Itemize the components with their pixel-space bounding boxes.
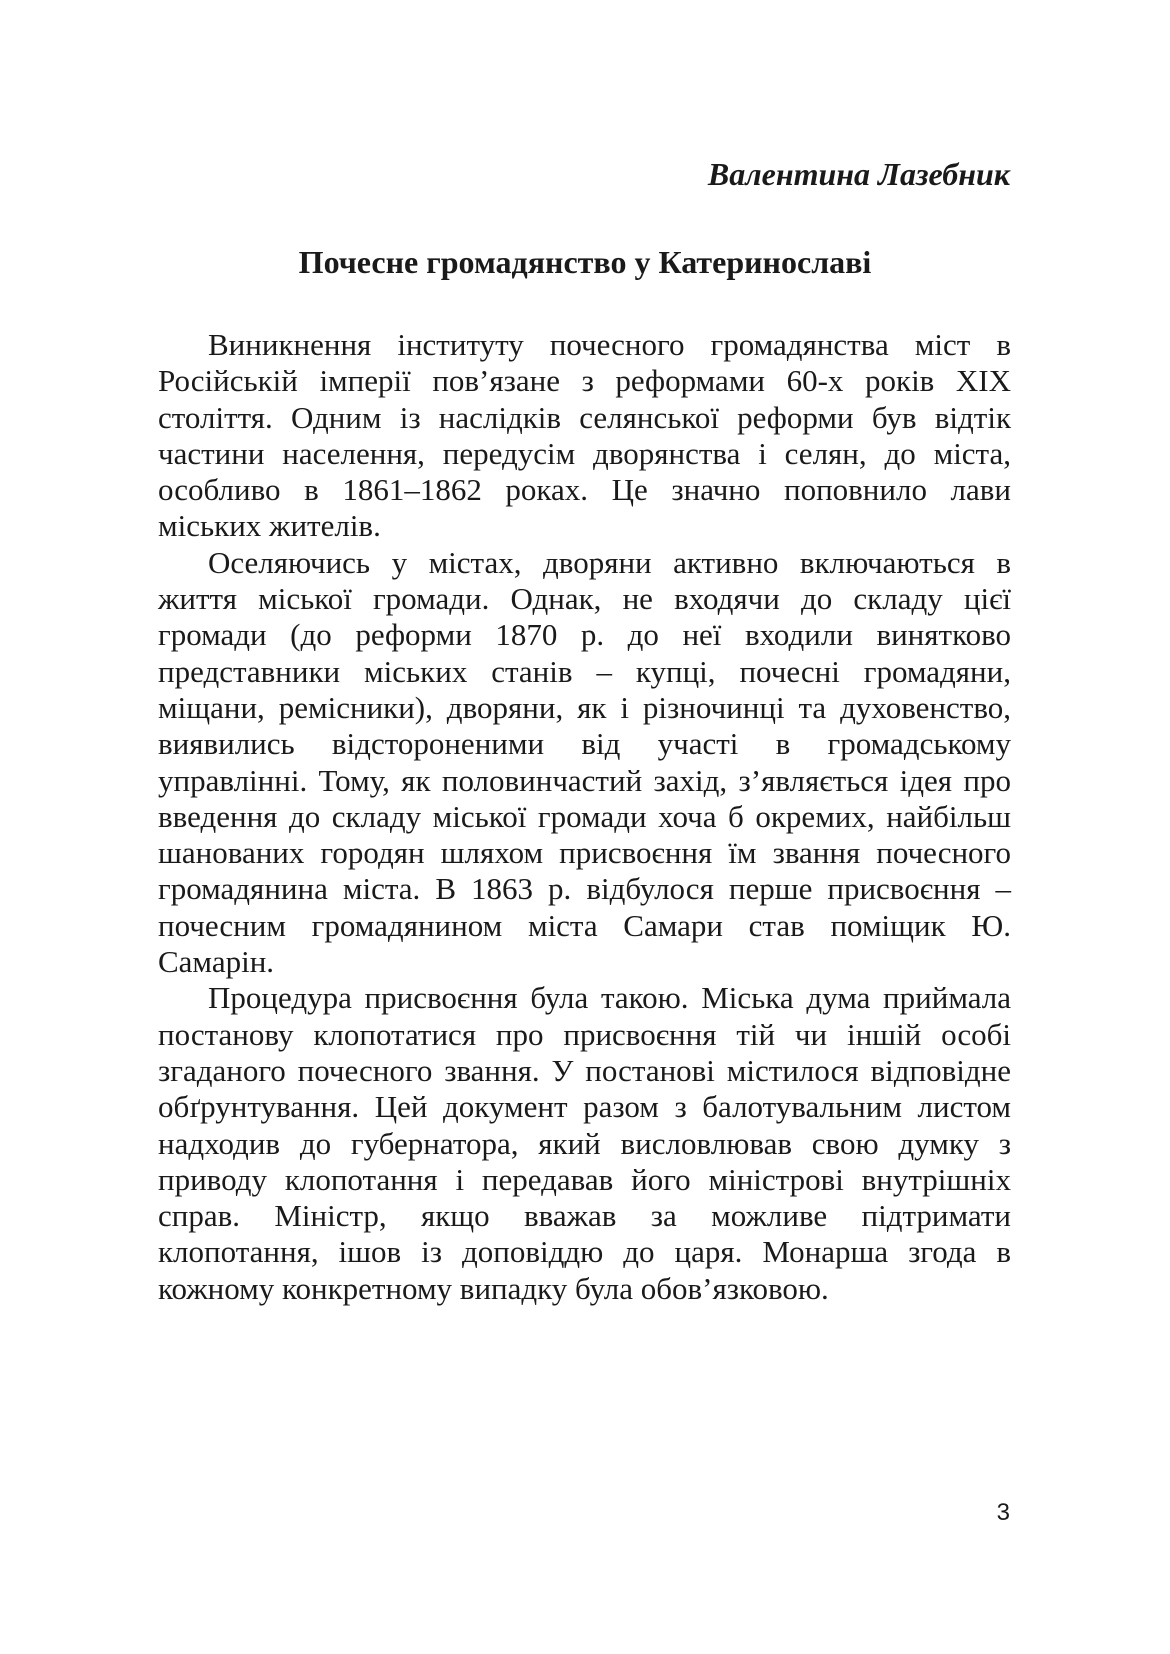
paragraph: Оселяючись у містах, дворяни активно включаються в життя міської громади. Однак, не входячи до складу цієї громади (до реформи 1870 р. до неї входили винятково представники міських станів – купці, почесні громадяни, міщани, ремісники), дворяни, як і різночинці та духовенство, виявились відстороненими від участі в громадському управлінні. Тому, як половинчастий захід, з’являється ідея про введення до складу міської громади хоча б окремих, найбільш шанованих городян шляхом присвоєння їм звання почесного громадянина міста. В 1863 р. відбулося перше присвоєння – почесним громадянином міста Самари став поміщик Ю. Самарін. [158,544,1011,980]
page-number: 3 [996,1499,1010,1526]
article-body [158,327,1011,1307]
paragraph: Процедура присвоєння була такою. Міська дума приймала постанову клопотатися про присвоєння тій чи іншій особі згаданого почесного звання. У постанові містилося відповідне обґрунтування. Цей документ разом з балотувальним листом надходив до губернатора, який висловлював свою думку з приводу клопотання і передавав його міністрові внутрішніх справ. Міністр, якщо вважав за можливе підтримати клопотання, ішов із доповіддю до царя. Монарша згода в кожному конкретному випадку була обов’язковою. [158,980,1011,1306]
paragraph: Виникнення інституту почесного громадянства міст в Російській імперії пов’язане з реформами 60-х років ХІХ століття. Одним із наслідків селянської реформи був відтік частини населення, передусім дворянства і селян, до міста, особливо в 1861–1862 роках. Це значно поповнило лави міських жителів. [158,327,1011,544]
author-name: Валентина Лазебник [707,156,1010,192]
article-title: Почесне громадянство у Катеринославі [298,244,872,280]
